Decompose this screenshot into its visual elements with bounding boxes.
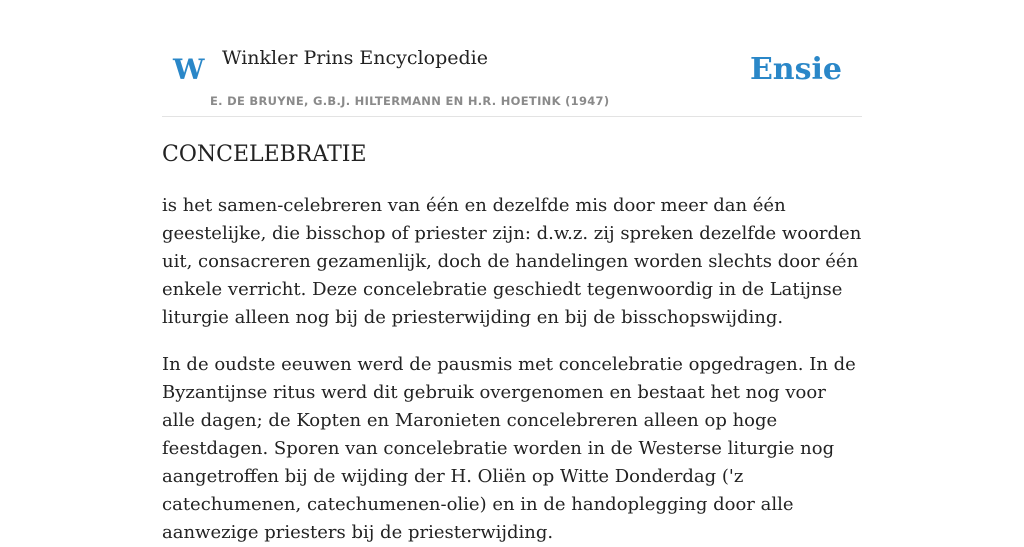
- site-header: [162, 0, 862, 117]
- brand-logo[interactable]: Ensie: [749, 52, 842, 87]
- publication-authors: E. DE BRUYNE, G.B.J. HILTERMANN EN H.R. HOETINK (1947): [210, 94, 610, 108]
- article-paragraph: is het samen-celebreren van één en dezelfde mis door meer dan één geestelijke, die bisschop of priester zijn: d.w.z. zij spreken dezelfde woorden uit, consacreren gezamenlijk, doch de handelingen worden slechts door één enkele verricht. Deze concelebratie geschiedt tegenwoordig in de Latijnse liturgie alleen nog bij de priesterwijding en bij de bisschopswijding.: [162, 195, 862, 328]
- article-title: CONCELEBRATIE: [162, 142, 367, 167]
- article-paragraph: In de oudste eeuwen werd de pausmis met concelebratie opgedragen. In de Byzantijnse ritus werd dit gebruik overgenomen en bestaat het nog voor alle dagen; de Kopten en Maronieten concelebreren alleen op hoge feestdagen. Sporen van concelebratie worden in de Westerse liturgie nog aangetroffen bij de wijding der H. Oliën op Witte Donderdag ('z catechumenen, catechumenen-olie) en in de handoplegging door alle aanwezige priesters bij de priesterwijding.: [162, 354, 856, 543]
- publication-title[interactable]: Winkler Prins Encyclopedie: [222, 47, 488, 69]
- article: [162, 138, 862, 547]
- publication-logo[interactable]: W: [173, 53, 205, 86]
